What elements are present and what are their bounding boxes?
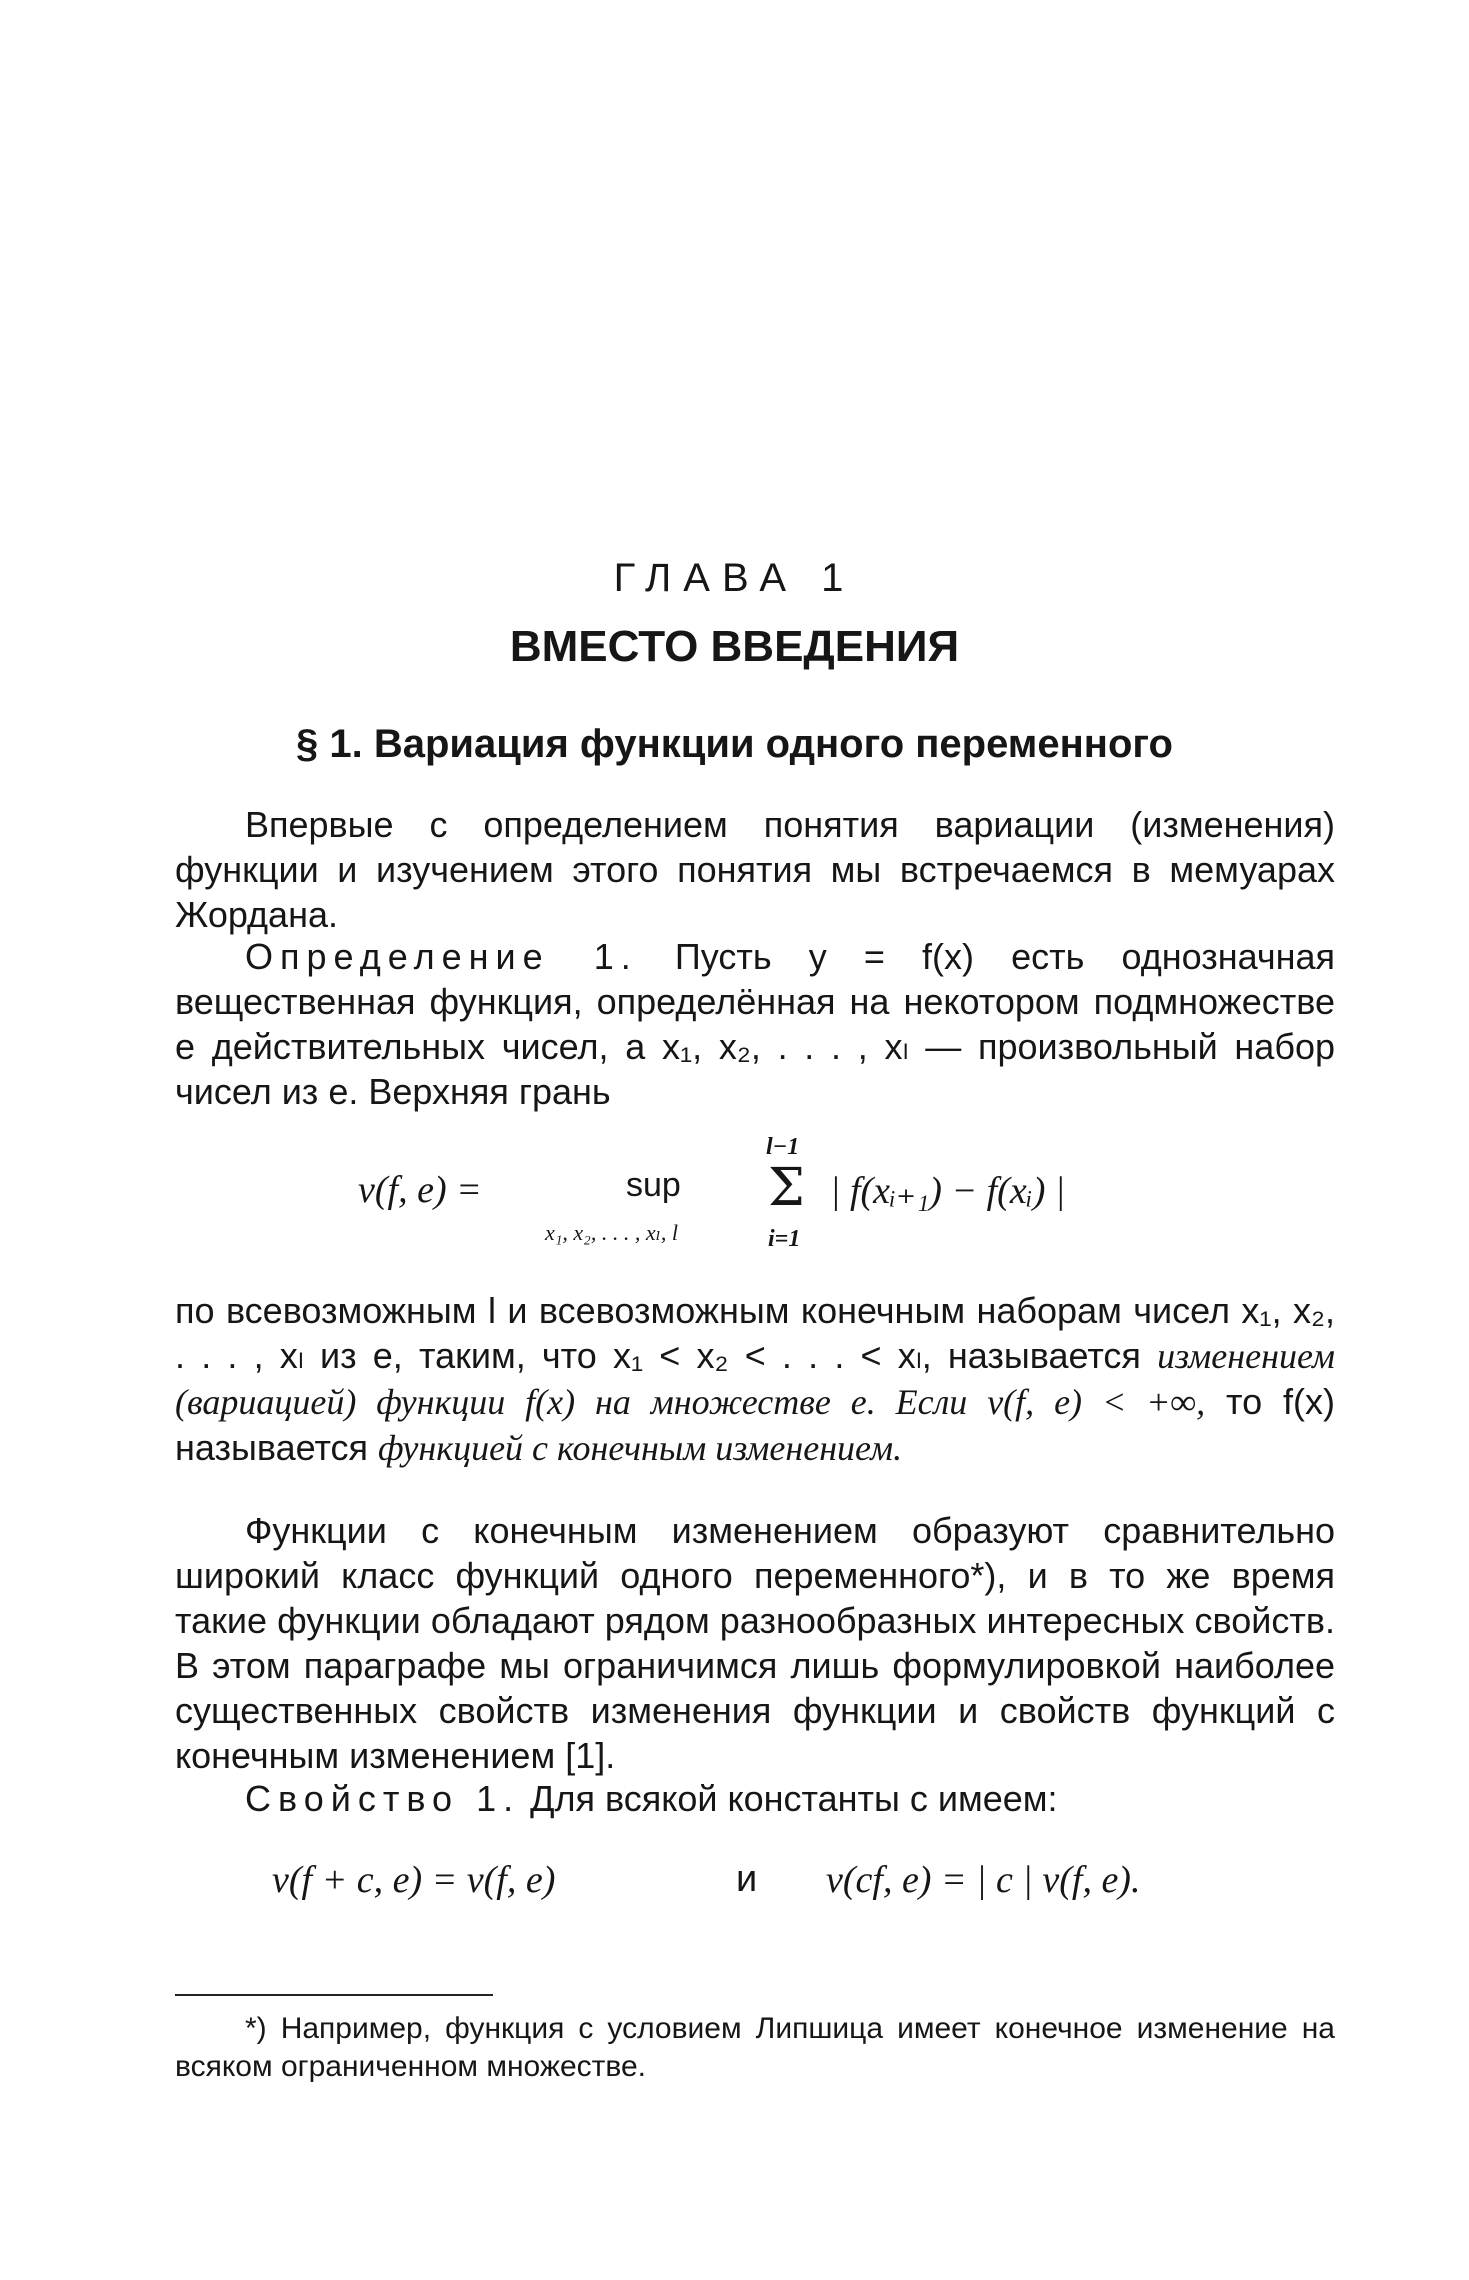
- variation-term: изменением (вариацией) функции f(x) на множестве e. Если v(f, e) < +∞,: [175, 1336, 1335, 1422]
- property-formula: [0, 1858, 1469, 1918]
- functions-class-text: Функции с конечным изменением образуют сравнительно широкий класс функций одного переменного*), и в то же время такие функции обладают рядом разнообразных интересных свойств. В этом параграфе мы ограничимся лишь формулировкой наиболее существенных свойств изменения функции и свойств функций с конечным изменением [1].: [175, 1510, 1335, 1776]
- intro-text: Впервые с определением понятия вариации (изменения) функции и изучением этого понятия мы встречаемся в мемуарах Жордана.: [175, 804, 1335, 935]
- functions-class-paragraph: [175, 1508, 1335, 1778]
- formula-sup: sup: [626, 1166, 681, 1204]
- formula-sum-upper: l−1: [766, 1134, 800, 1160]
- variation-definition-paragraph: [175, 1288, 1335, 1471]
- property-formula-right: v(cf, e) = | c | v(f, e).: [826, 1859, 1141, 1901]
- chapter-title: ВМЕСТО ВВЕДЕНИЯ: [509, 622, 960, 671]
- variation-text-b: то f(x) называется: [175, 1381, 1336, 1468]
- section-title: § 1. Вариация функции одного переменного: [296, 722, 1173, 766]
- property-body: Для всякой константы c имеем:: [520, 1778, 1058, 1819]
- formula-sum-lower: i=1: [768, 1226, 801, 1252]
- footnote-text: *) Например, функция с условием Липшица имеет конечное изменение на всяком ограниченном множестве.: [175, 2012, 1335, 2083]
- footnote: [175, 2010, 1335, 2086]
- property-paragraph: [175, 1776, 1335, 1821]
- intro-paragraph: [175, 802, 1335, 937]
- definition-body: Пусть y = f(x) есть однозначная вещественная функция, определённая на некотором подмножестве e действительных чисел, а x₁, x₂, . . . , xₗ — произвольный набор чисел из e. Верхняя грань: [175, 936, 1335, 1112]
- property-label: Свойство 1.: [245, 1778, 521, 1819]
- property-formula-connector: и: [736, 1858, 758, 1900]
- chapter-label: ГЛАВА 1: [613, 556, 856, 600]
- property-formula-left: v(f + c, e) = v(f, e): [272, 1859, 556, 1901]
- formula-lhs: v(f, e) =: [358, 1169, 482, 1211]
- variation-text-a: по всевозможным l и всевозможным конечным наборам чисел x₁, x₂, . . . , xₗ из e, таким, что x₁ < x₂ < . . . < xₗ, называется: [175, 1290, 1335, 1376]
- variation-definition-text: [175, 1288, 1335, 1471]
- formula-sup-subscript: x₁, x₂, . . . , xₗ, l: [545, 1220, 679, 1245]
- variation-formula: [0, 1134, 1469, 1254]
- property-text: [175, 1776, 1335, 1821]
- finite-variation-term: функцией с конечным изменением.: [378, 1428, 903, 1468]
- definition-paragraph: [175, 934, 1335, 1114]
- definition-label: Определение 1.: [245, 936, 638, 977]
- sum-symbol: Σ: [768, 1158, 805, 1218]
- footnote-divider: [175, 1994, 493, 1996]
- definition-text: [175, 934, 1335, 1114]
- formula-rhs: | f(xᵢ₊₁) − f(xᵢ) |: [830, 1170, 1066, 1212]
